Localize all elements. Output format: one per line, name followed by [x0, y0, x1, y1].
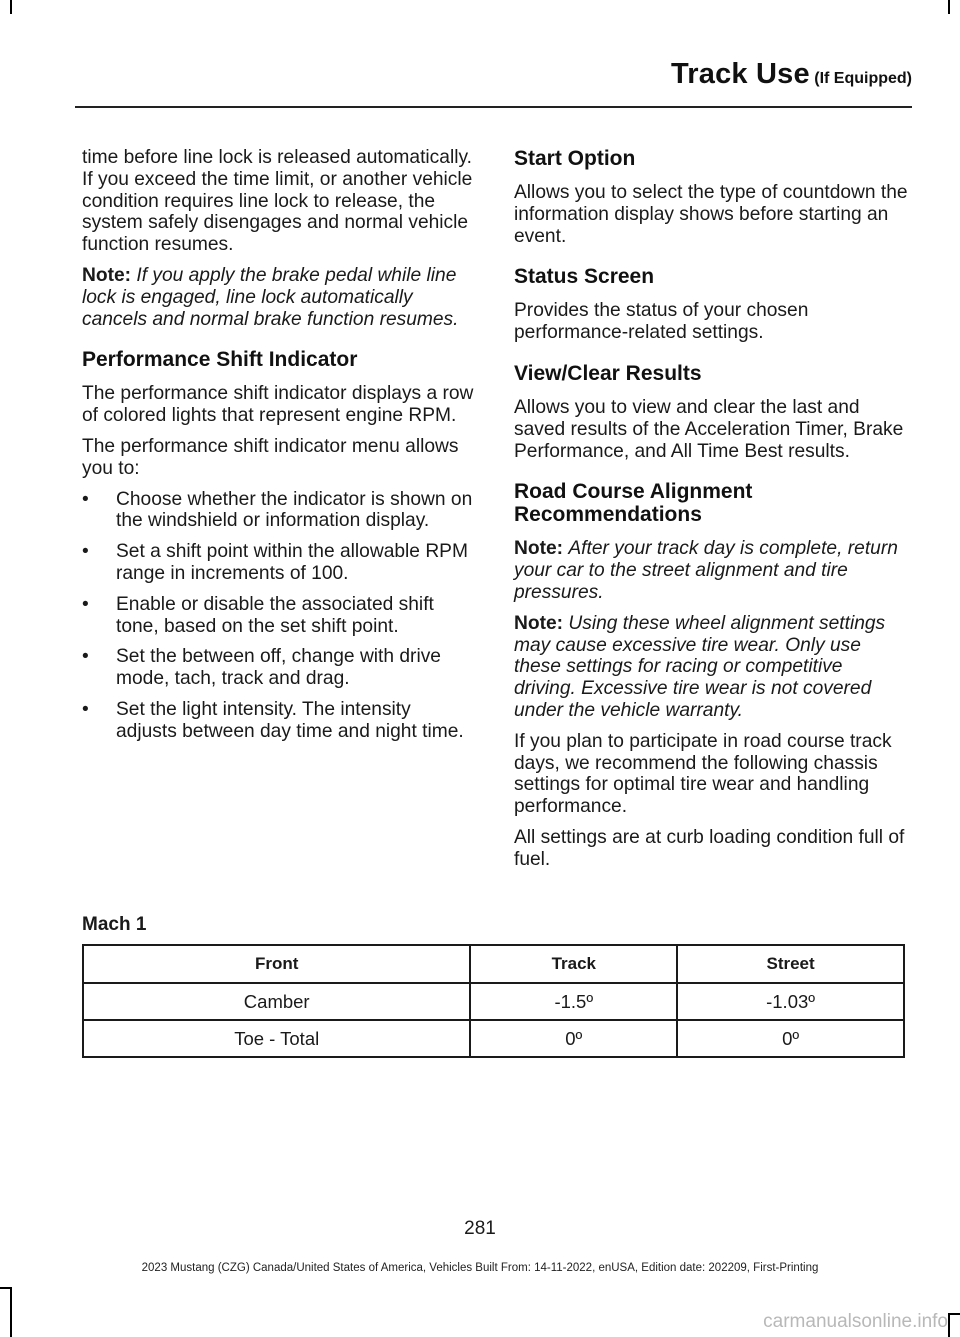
table-cell: 0º [677, 1020, 904, 1057]
list-item: • Set the between off, change with drive mode, tach, track and drag. [82, 646, 441, 690]
alignment-table [82, 944, 905, 1058]
note-label: Note: [514, 538, 564, 560]
table-cell: Camber [83, 983, 470, 1020]
curb-loading-paragraph: All settings are at curb loading condition full of fuel. [514, 826, 905, 870]
list-item: • Enable or disable the associated shift tone, based on the set shift point. [82, 593, 434, 637]
view-clear-text: Allows you to view and clear the last and saved results of the Acceleration Timer, Brake Performance, and All Time Best results. [514, 396, 904, 462]
note-label: Note: [82, 264, 132, 286]
bullet-icon: • [82, 541, 89, 563]
note-text: After your track day is complete, return your car to the street alignment and tire pressures. [514, 538, 898, 603]
crop-mark-top-left [10, 0, 12, 14]
note-label: Note: [514, 612, 564, 634]
right-column [514, 147, 908, 880]
section-heading-road-course-alignment: Road Course Alignment Recommendations [514, 480, 753, 527]
table-row [83, 1020, 904, 1057]
crop-mark-top-right [948, 0, 950, 14]
page-subtitle: (If Equipped) [814, 70, 912, 87]
table-cell: Toe - Total [83, 1020, 470, 1057]
bullet-icon: • [82, 488, 89, 510]
column-header-street: Street [677, 945, 904, 983]
tire-wear-note [514, 613, 908, 722]
section-heading-performance-shift-indicator: Performance Shift Indicator [82, 348, 358, 372]
track-days-paragraph: If you plan to participate in road course track days, we recommend the following chassis settings for optimal tire wear and handling performance. [514, 730, 892, 818]
line-lock-note [82, 265, 475, 330]
watermark: carmanualsonline.info [763, 1311, 948, 1332]
section-heading-view-clear-results: View/Clear Results [514, 361, 702, 385]
list-item: • Choose whether the indicator is shown on the windshield or information display. [82, 488, 473, 532]
list-item: • Set the light intensity. The intensity adjusts between day time and night time. [82, 698, 464, 742]
table-heading: Mach 1 [82, 914, 147, 935]
bullet-icon: • [82, 646, 89, 668]
table-cell: -1.03º [677, 983, 904, 1020]
header-divider [75, 106, 912, 108]
table-cell: 0º [470, 1020, 677, 1057]
track-day-note [514, 538, 908, 603]
section-heading-start-option: Start Option [514, 147, 636, 170]
table-cell: -1.5º [470, 983, 677, 1020]
page-header [75, 58, 912, 91]
page-number: 281 [464, 1218, 496, 1239]
table-row [83, 983, 904, 1020]
crop-mark-bottom-left-horizontal [0, 1287, 12, 1289]
psi-menu-intro: The performance shift indicator menu allows you to: [82, 435, 459, 479]
bullet-icon: • [82, 593, 89, 615]
section-heading-status-screen: Status Screen [514, 265, 655, 289]
psi-description: The performance shift indicator displays a row of colored lights that represent engine RPM. [82, 383, 474, 427]
line-lock-paragraph: time before line lock is released automatically. If you exceed the time limit, or another vehicle condition requires line lock to release, the system safely disengages and normal vehicle function resumes. [82, 147, 473, 256]
footer-edition-info: 2023 Mustang (CZG) Canada/United States of America, Vehicles Built From: 14-11-2022, enUSA, Edition date: 202209, First-Printing [141, 1262, 819, 1274]
note-text: If you apply the brake pedal while line lock is engaged, line lock automatically cancels and normal brake function resumes. [82, 264, 459, 330]
start-option-text: Allows you to select the type of countdown the information display shows before starting an event. [514, 182, 908, 247]
psi-options-list [82, 489, 475, 743]
list-item: • Set a shift point within the allowable RPM range in increments of 100. [82, 541, 468, 584]
column-header-track: Track [470, 945, 677, 983]
bullet-icon: • [82, 698, 89, 720]
left-column [82, 147, 475, 752]
table-header-row [83, 945, 904, 983]
status-screen-text: Provides the status of your chosen performance-related settings. [514, 300, 809, 344]
note-text: Using these wheel alignment settings may cause excessive tire wear. Only use these settings for racing or competitive driving. Excessive tire wear is not covered under the vehicle warranty. [514, 612, 886, 721]
column-header-front: Front [83, 945, 470, 983]
page-title: Track Use [670, 58, 810, 90]
